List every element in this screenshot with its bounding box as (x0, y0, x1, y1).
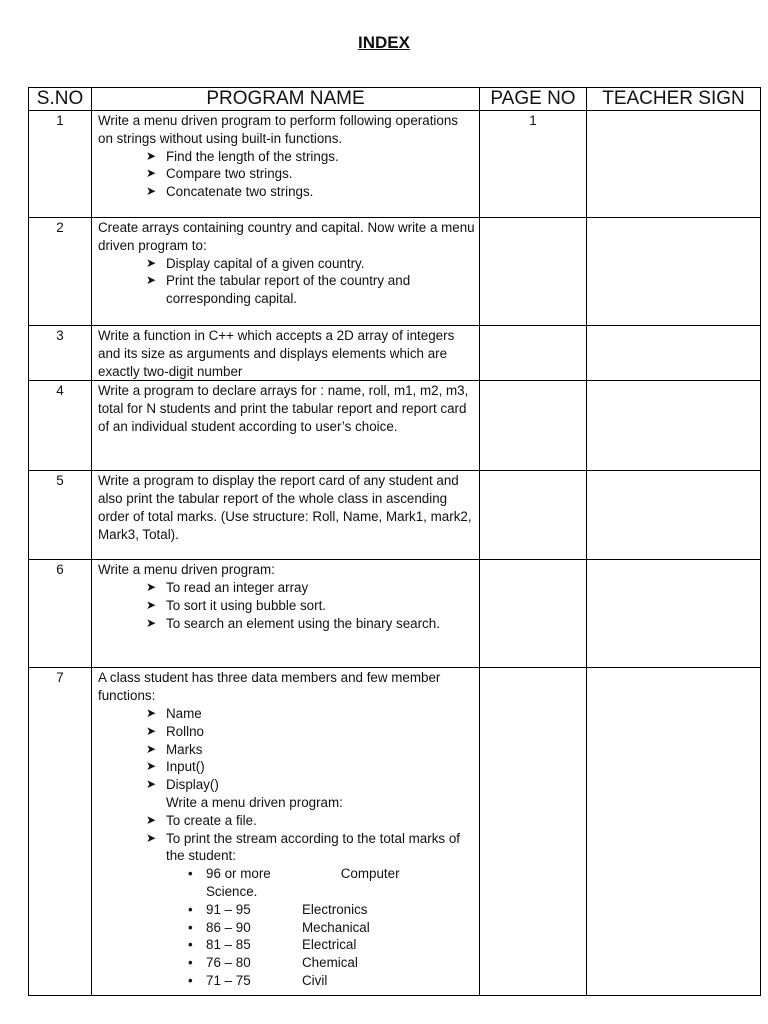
index-table (28, 87, 761, 996)
arrow-bullet-icon: ➤ (146, 148, 157, 163)
header-page-no: PAGE NO (480, 88, 587, 111)
row-page-no (480, 218, 587, 326)
stream-item: • 91 – 95 Electronics (188, 901, 368, 917)
table-row (29, 381, 761, 471)
row-teacher-sign (587, 111, 761, 218)
stream-item: • 81 – 85 Electrical (188, 937, 357, 953)
row-program (92, 381, 480, 471)
stream-item: • 71 – 75 Civil (188, 972, 328, 988)
list-note: Write a menu driven program: (166, 794, 343, 810)
bullet-list (98, 705, 475, 990)
arrow-bullet-icon: ➤ (146, 723, 157, 738)
stream-item: • 76 – 80 Chemical (188, 955, 358, 971)
row-program (92, 111, 480, 218)
list-item: ➤ Compare two strings. (146, 166, 293, 182)
list-item: ➤ Input() (146, 759, 205, 775)
table-row (29, 560, 761, 668)
bullet-list (98, 255, 475, 308)
program-text: Write a menu driven program to perform following operations on strings without using built-in functions. (98, 113, 458, 146)
arrow-bullet-icon: ➤ (146, 759, 157, 774)
dot-bullet-icon: • (188, 972, 193, 988)
row-page-no: 1 (480, 111, 587, 218)
row-program (92, 471, 480, 560)
row-sno: 3 (29, 326, 92, 381)
row-program (92, 218, 480, 326)
program-text: Write a program to display the report card of any student and also print the tabular report of the whole class in ascending order of total marks. (Use structure: Roll, Name, Mark1, mark2, Mark3, Total). (98, 473, 472, 542)
list-item: ➤ To search an element using the binary search. (146, 615, 440, 631)
row-sno: 7 (29, 668, 92, 996)
list-item: ➤ Concatenate two strings. (146, 184, 314, 200)
row-page-no (480, 471, 587, 560)
list-item: ➤ Find the length of the strings. (146, 148, 339, 164)
arrow-bullet-icon: ➤ (146, 812, 157, 827)
list-item: ➤ Print the tabular report of the country and corresponding capital. (146, 273, 411, 307)
table-row (29, 111, 761, 218)
arrow-bullet-icon: ➤ (146, 615, 157, 630)
arrow-bullet-icon: ➤ (146, 741, 157, 756)
row-teacher-sign (587, 326, 761, 381)
row-sno: 6 (29, 560, 92, 668)
list-item: ➤ To sort it using bubble sort. (146, 597, 327, 613)
list-item: ➤ Display capital of a given country. (146, 255, 365, 271)
header-sno: S.NO (29, 88, 92, 111)
row-sno: 4 (29, 381, 92, 471)
list-item: ➤ To create a file. (146, 812, 257, 828)
arrow-bullet-icon: ➤ (146, 273, 157, 288)
row-teacher-sign (587, 560, 761, 668)
row-program (92, 668, 480, 996)
dot-bullet-icon: • (188, 919, 193, 935)
dot-bullet-icon: • (188, 937, 193, 953)
arrow-bullet-icon: ➤ (146, 830, 157, 845)
row-program (92, 326, 480, 381)
stream-item: • 86 – 90 Mechanical (188, 919, 370, 935)
stream-item: • 96 or more Computer Science. (188, 866, 400, 899)
list-item: ➤ Name (146, 705, 202, 721)
row-sno: 2 (29, 218, 92, 326)
table-row (29, 668, 761, 996)
arrow-bullet-icon: ➤ (146, 777, 157, 792)
row-sno: 1 (29, 111, 92, 218)
program-text: Write a program to declare arrays for : name, roll, m1, m2, m3, total for N students and print the tabular report and report card of an individual student according to user’s choice. (98, 383, 469, 434)
dot-bullet-icon: • (188, 955, 193, 971)
table-row (29, 471, 761, 560)
program-text: Write a function in C++ which accepts a 2D array of integers and its size as arguments and displays elements which are exactly two-digit number (98, 328, 455, 379)
header-teacher-sign: TEACHER SIGN (587, 88, 761, 111)
header-row (29, 88, 761, 111)
arrow-bullet-icon: ➤ (146, 166, 157, 181)
table-row (29, 218, 761, 326)
row-page-no (480, 560, 587, 668)
dot-bullet-icon: • (188, 901, 193, 917)
table-row (29, 326, 761, 381)
arrow-bullet-icon: ➤ (146, 255, 157, 270)
program-text: Write a menu driven program: (98, 562, 275, 578)
row-teacher-sign (587, 218, 761, 326)
list-item: ➤ Rollno (146, 723, 204, 739)
row-teacher-sign (587, 471, 761, 560)
list-item: ➤ Marks (146, 741, 203, 757)
row-teacher-sign (587, 381, 761, 471)
row-page-no (480, 668, 587, 996)
row-sno: 5 (29, 471, 92, 560)
stream-list (166, 865, 475, 990)
program-text: Create arrays containing country and capital. Now write a menu driven program to: (98, 220, 475, 253)
arrow-bullet-icon: ➤ (146, 705, 157, 720)
page-title: INDEX (358, 33, 410, 52)
program-text: A class student has three data members and few member functions: (98, 670, 441, 704)
row-teacher-sign (587, 668, 761, 996)
list-item: ➤ To print the stream according to the total marks of the student: • 96 or more Computer Science. • 91 – 95 Electronics • 86 – 90 Mechanical • 81 – 85 Electrical • 76 – 80 Chemical • 71 – 75 Civil (146, 830, 475, 990)
bullet-list (98, 148, 475, 201)
list-item: ➤ Display() (146, 777, 219, 793)
arrow-bullet-icon: ➤ (146, 184, 157, 199)
arrow-bullet-icon: ➤ (146, 580, 157, 595)
arrow-bullet-icon: ➤ (146, 597, 157, 612)
header-program-name: PROGRAM NAME (92, 88, 480, 111)
list-item: ➤ To read an integer array (146, 580, 309, 596)
row-page-no (480, 326, 587, 381)
row-page-no (480, 381, 587, 471)
row-program (92, 560, 480, 668)
bullet-list (98, 579, 475, 632)
dot-bullet-icon: • (188, 866, 193, 882)
